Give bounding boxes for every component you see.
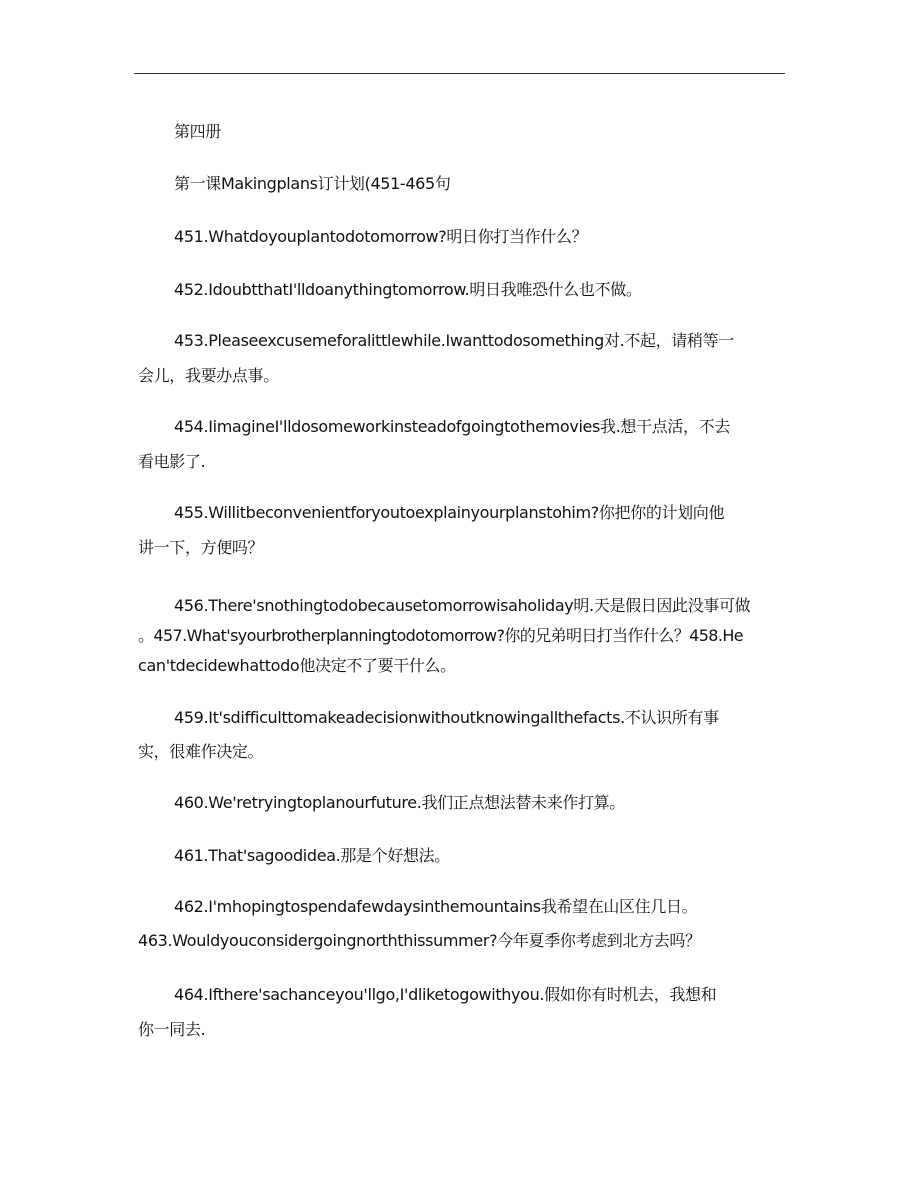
sentence-451: 451.Whatdoyouplantodotomorrow?明日你打当作什么？ [174,227,588,246]
book-title: 第四册 [174,122,221,141]
sentence-456: 456.There'snothingtodobecausetomorrowisaholiday明.天是假日因此没事可做 [174,596,751,615]
sentence-459-cont: 实，很难作决定。 [138,742,264,761]
sentence-453-cont: 会儿，我要办点事。 [138,366,279,385]
sentence-459: 459.It'sdifficulttomakeadecisionwithoutknowingallthefacts.不认识所有事 [174,708,719,727]
lesson-title: 第一课Makingplans订计划(451-465句 [174,174,451,193]
sentence-463: 463.Wouldyouconsidergoingnorththissummer?今年夏季你考虑到北方去吗？ [138,931,701,950]
sentence-462: 462.I'mhopingtospendafewdaysinthemountains我希望在山区住几日。 [174,897,698,916]
header-rule [134,73,785,74]
sentence-455: 455.Willitbeconvenientforyoutoexplainyourplanstohim?你把你的计划向他 [174,503,725,522]
sentence-452: 452.IdoubtthatI'lldoanythingtomorrow.明日我唯恐什么也不做。 [174,280,642,299]
sentence-454: 454.IimagineI'lldosomeworkinsteadofgoingtothemovies我.想干点活，不去 [174,417,730,436]
sentence-457: 。457.What'syourbrotherplanningtodotomorrow?你的兄弟明日打当作什么？458.He [138,626,744,645]
sentence-455-cont: 讲一下，方便吗？ [138,538,264,557]
sentence-454-cont: 看电影了. [138,452,206,471]
sentence-460: 460.We'retryingtoplanourfuture.我们正点想法替未来作打算。 [174,793,625,812]
sentence-464: 464.Ifthere'sachanceyou'llgo,I'dliketogowithyou.假如你有时机去，我想和 [174,985,717,1004]
sentence-464-cont: 你一同去. [138,1020,206,1039]
sentence-461: 461.That'sagoodidea.那是个好想法。 [174,846,450,865]
sentence-453: 453.Pleaseexcusemeforalittlewhile.Iwanttodosomething对.不起，请稍等一 [174,331,734,350]
sentence-458: can'tdecidewhattodo他决定不了要干什么。 [138,656,456,675]
